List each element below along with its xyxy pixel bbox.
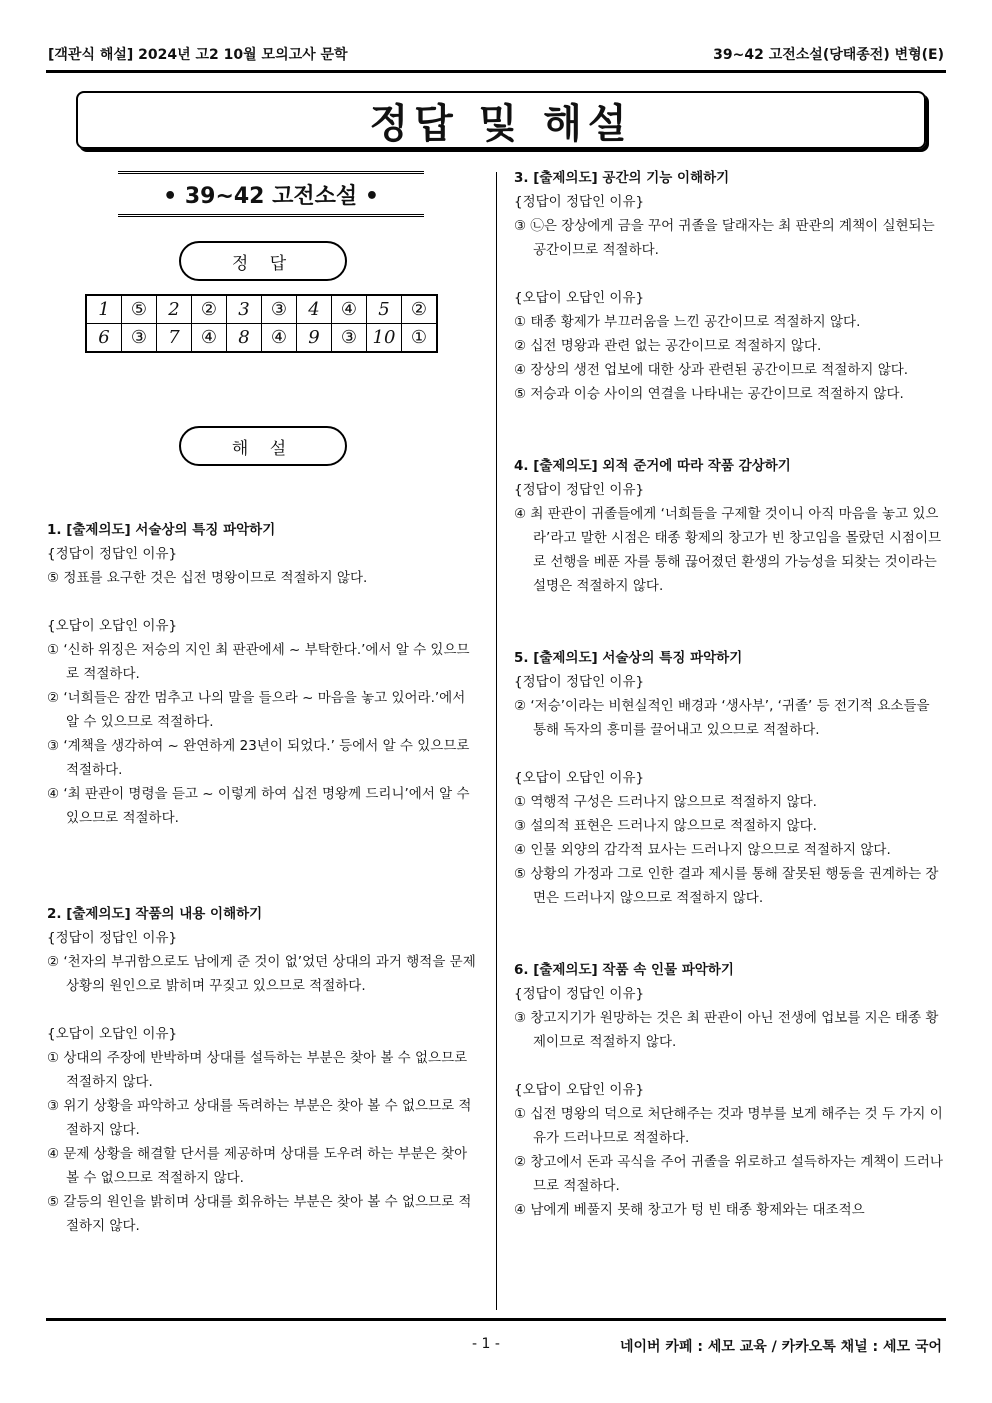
- q1-correct-label: {정답이 정답인 이유}: [47, 546, 178, 562]
- q5-wrong-item: ③ 설의적 표현은 드러나지 않으므로 적절하지 않다.: [514, 818, 817, 834]
- answer-number: 5: [367, 295, 402, 324]
- answer-number: 7: [157, 324, 192, 353]
- explanation-label: 해 설: [179, 426, 347, 466]
- q6-wrong-label: {오답이 오답인 이유}: [514, 1082, 645, 1098]
- q4-heading: 4. [출제의도] 외적 준거에 따라 작품 감상하기: [514, 458, 791, 474]
- q3-correct-label: {정답이 정답인 이유}: [514, 194, 645, 210]
- q5-wrong-item: ⑤ 상황의 가정과 그로 인한 결과 제시를 통해 잘못된 행동을 권계하는 장면은 드러나지 않으므로 적절하지 않다.: [514, 866, 939, 906]
- q1-wrong-item: ④ ‘최 판관이 명령을 듣고 ~ 이렇게 하여 십전 명왕께 드리니’에서 알 수 있으므로 적절하다.: [47, 786, 470, 826]
- bottom-rule: [46, 1318, 946, 1321]
- answer-number: 3: [227, 295, 262, 324]
- header-right: 39~42 고전소설(당태종전) 변형(E): [713, 47, 944, 63]
- left-column: [47, 518, 477, 1238]
- q4-correct: ④ 최 판관이 귀졸들에게 ‘너희들을 구제할 것이니 아직 마음을 놓고 있으라’라고 말한 시점은 태종 황제의 창고가 빈 창고임을 몰랐던 시점이므로 선행을 베푼 자를 통해 끊어졌던 환생의 가능성을 되찾는 것이라는 설명은 적절하지 않다.: [514, 506, 942, 594]
- q1-wrong-item: ② ‘너희들은 잠깐 멈추고 나의 말을 들으라 ~ 마음을 놓고 있어라.’에서 알 수 있으므로 적절하다.: [47, 690, 466, 730]
- answer-label: 정 답: [179, 241, 347, 281]
- footer-text: 네이버 카페 : 세모 교육 / 카카오톡 채널 : 세모 국어: [619, 1339, 942, 1355]
- q2-wrong-item: ④ 문제 상황을 해결할 단서를 제공하며 상대를 도우려 하는 부분은 찾아 볼 수 없으므로 적절하지 않다.: [47, 1146, 468, 1186]
- q2-correct: ② ‘천자의 부귀함으로도 남에게 준 것이 없’었던 상대의 과거 행적을 문제 상황의 원인으로 밝히며 꾸짖고 있으므로 적절하다.: [47, 954, 476, 994]
- answer-number: 4: [297, 295, 332, 324]
- q3-wrong-item: ① 태종 황제가 부끄러움을 느낀 공간이므로 적절하지 않다.: [514, 314, 861, 330]
- page-title: 정답 및 해설: [369, 100, 633, 147]
- q2-wrong-label: {오답이 오답인 이유}: [47, 1026, 178, 1042]
- answer-choice: ④: [192, 324, 227, 353]
- answer-choice: ②: [192, 295, 227, 324]
- q6-heading: 6. [출제의도] 작품 속 인물 파악하기: [514, 962, 734, 978]
- q5-wrong-item: ④ 인물 외양의 감각적 묘사는 드러나지 않으므로 적절하지 않다.: [514, 842, 891, 858]
- q2-heading: 2. [출제의도] 작품의 내용 이해하기: [47, 906, 263, 922]
- q3-wrong-item: ④ 장상의 생전 업보에 대한 상과 관련된 공간이므로 적절하지 않다.: [514, 362, 909, 378]
- answer-number: 10: [367, 324, 402, 353]
- q2-wrong-item: ① 상대의 주장에 반박하며 상대를 설득하는 부분은 찾아 볼 수 없으므로 적절하지 않다.: [47, 1050, 468, 1090]
- q2-wrong-item: ⑤ 갈등의 원인을 밝히며 상대를 회유하는 부분은 찾아 볼 수 없으므로 적절하지 않다.: [47, 1194, 472, 1234]
- q1-heading: 1. [출제의도] 서술상의 특징 파악하기: [47, 522, 276, 538]
- q3-wrong-item: ⑤ 저승과 이승 사이의 연결을 나타내는 공간이므로 적절하지 않다.: [514, 386, 904, 402]
- answer-choice: ③: [332, 324, 367, 353]
- q3-correct: ③ ㉡은 장상에게 금을 꾸어 귀졸을 달래자는 최 판관의 계책이 실현되는 공간이므로 적절하다.: [514, 218, 935, 258]
- q5-wrong-label: {오답이 오답인 이유}: [514, 770, 645, 786]
- answer-number: 8: [227, 324, 262, 353]
- title-box: [76, 91, 926, 149]
- q2-wrong-item: ③ 위기 상황을 파악하고 상대를 독려하는 부분은 찾아 볼 수 없으므로 적절하지 않다.: [47, 1098, 472, 1138]
- section-title: • 39~42 고전소설 •: [118, 171, 424, 217]
- q1-wrong-item: ① ‘신하 위징은 저승의 지인 최 판관에세 ~ 부탁한다.’에서 알 수 있으므로 적절하다.: [47, 642, 470, 682]
- q5-correct-label: {정답이 정답인 이유}: [514, 674, 645, 690]
- right-column: [514, 166, 946, 1222]
- q6-wrong-item: ① 십전 명왕의 덕으로 처단해주는 것과 명부를 보게 해주는 것 두 가지 이유가 드러나므로 적절하다.: [514, 1106, 943, 1146]
- q5-wrong-item: ① 역행적 구성은 드러나지 않으므로 적절하지 않다.: [514, 794, 817, 810]
- header-left: [객관식 해설] 2024년 고2 10월 모의고사 문학: [48, 47, 348, 63]
- answer-choice: ③: [122, 324, 157, 353]
- answer-table: [85, 294, 438, 353]
- answer-number: 1: [86, 295, 122, 324]
- q6-correct-label: {정답이 정답인 이유}: [514, 986, 645, 1002]
- q1-wrong-item: ③ ‘계책을 생각하여 ~ 완연하게 23년이 되었다.’ 등에서 알 수 있으므로 적절하다.: [47, 738, 470, 778]
- q1-wrong-label: {오답이 오답인 이유}: [47, 618, 178, 634]
- q4-correct-label: {정답이 정답인 이유}: [514, 482, 645, 498]
- answer-choice: ⑤: [122, 295, 157, 324]
- q3-heading: 3. [출제의도] 공간의 기능 이해하기: [514, 170, 730, 186]
- q1-correct: ⑤ 정표를 요구한 것은 십전 명왕이므로 적절하지 않다.: [47, 570, 368, 586]
- answer-number: 6: [86, 324, 122, 353]
- q2-correct-label: {정답이 정답인 이유}: [47, 930, 178, 946]
- q6-correct: ③ 창고지기가 원망하는 것은 최 판관이 아닌 전생에 업보를 지은 태종 황제이므로 적절하지 않다.: [514, 1010, 939, 1050]
- column-divider: [496, 172, 497, 1310]
- top-rule: [46, 70, 946, 73]
- q6-wrong-item: ② 창고에서 돈과 곡식을 주어 귀졸을 위로하고 설득하자는 계책이 드러나므로 적절하다.: [514, 1154, 943, 1194]
- answer-choice: ①: [402, 324, 438, 353]
- q3-wrong-label: {오답이 오답인 이유}: [514, 290, 645, 306]
- q5-heading: 5. [출제의도] 서술상의 특징 파악하기: [514, 650, 743, 666]
- answer-row: [86, 295, 437, 324]
- answer-choice: ②: [402, 295, 438, 324]
- answer-number: 2: [157, 295, 192, 324]
- answer-choice: ④: [332, 295, 367, 324]
- page-number: - 1 -: [472, 1336, 500, 1352]
- q3-wrong-item: ② 십전 명왕과 관련 없는 공간이므로 적절하지 않다.: [514, 338, 822, 354]
- answer-choice: ④: [262, 324, 297, 353]
- answer-number: 9: [297, 324, 332, 353]
- q5-correct: ② ‘저승’이라는 비현실적인 배경과 ‘생사부’, ‘귀졸’ 등 전기적 요소들을 통해 독자의 흥미를 끌어내고 있으므로 적절하다.: [514, 698, 930, 738]
- answer-choice: ③: [262, 295, 297, 324]
- q6-wrong-item: ④ 남에게 베풀지 못해 창고가 텅 빈 태종 황제와는 대조적으: [514, 1202, 865, 1218]
- answer-row: [86, 324, 437, 353]
